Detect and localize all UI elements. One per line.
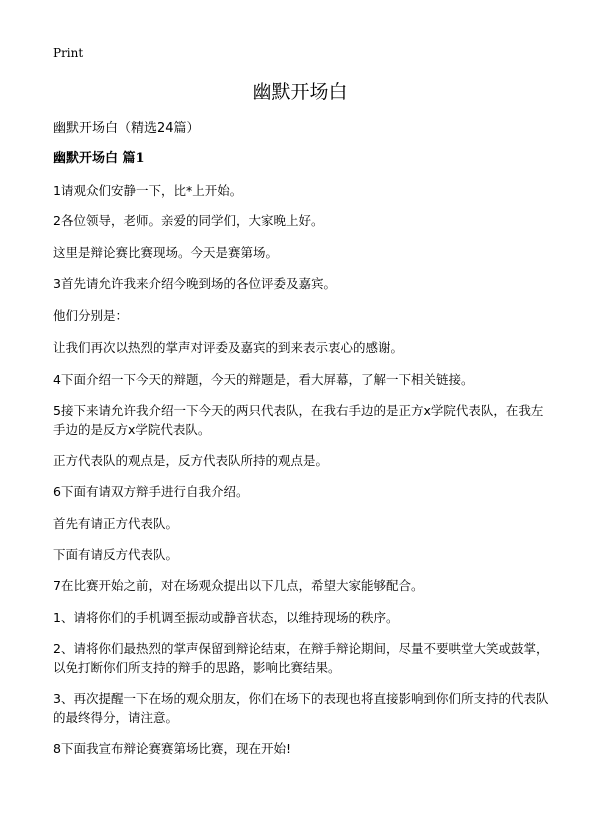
paragraph: 2各位领导，老师。亲爱的同学们，大家晚上好。 (53, 213, 324, 228)
paragraph: 4下面介绍一下今天的辩题，今天的辩题是，看大屏幕，了解一下相关链接。 (53, 372, 474, 387)
paragraph: 首先有请正方代表队。 (53, 516, 179, 531)
paragraph: 8下面我宣布辩论赛赛第场比赛，现在开始! (53, 741, 291, 756)
paragraph: 让我们再次以热烈的掌声对评委及嘉宾的到来表示衷心的感谢。 (53, 340, 404, 355)
paragraph: 3首先请允许我来介绍今晚到场的各位评委及嘉宾。 (53, 276, 336, 291)
document-title: 幽默开场白 (252, 81, 348, 103)
document-subtitle: 幽默开场白（精选24篇） (53, 121, 200, 136)
paragraph: 1、请将你们的手机调至振动或静音状态，以维持现场的秩序。 (53, 610, 399, 625)
paragraph: 这里是辩论赛比赛现场。今天是赛第场。 (53, 245, 279, 260)
paragraph: 他们分别是： (53, 308, 129, 323)
paragraph: 2、请将你们最热烈的掌声保留到辩论结束，在辩手辩论期间，尽量不要哄堂大笑或鼓掌，以免打断你们所支持的辩手的思路，影响比赛结果。 (53, 641, 549, 675)
paragraph: 6下面有请双方辩手进行自我介绍。 (53, 484, 249, 499)
paragraph: 7在比赛开始之前，对在场观众提出以下几点，希望大家能够配合。 (53, 578, 424, 593)
paragraph: 5接下来请允许我介绍一下今天的两只代表队，在我右手边的是正方x学院代表队，在我左手边的是反方x学院代表队。 (53, 403, 544, 437)
section-heading: 幽默开场白 篇1 (53, 151, 145, 166)
paragraph: 下面有请反方代表队。 (53, 547, 179, 562)
paragraph: 1请观众们安静一下，比*上开始。 (53, 183, 243, 198)
paragraph: 正方代表队的观点是，反方代表队所持的观点是。 (53, 453, 329, 468)
print-label: Print (53, 46, 84, 60)
paragraph: 3、再次提醒一下在场的观众朋友，你们在场下的表现也将直接影响到你们所支持的代表队的最终得分，请注意。 (53, 691, 549, 725)
